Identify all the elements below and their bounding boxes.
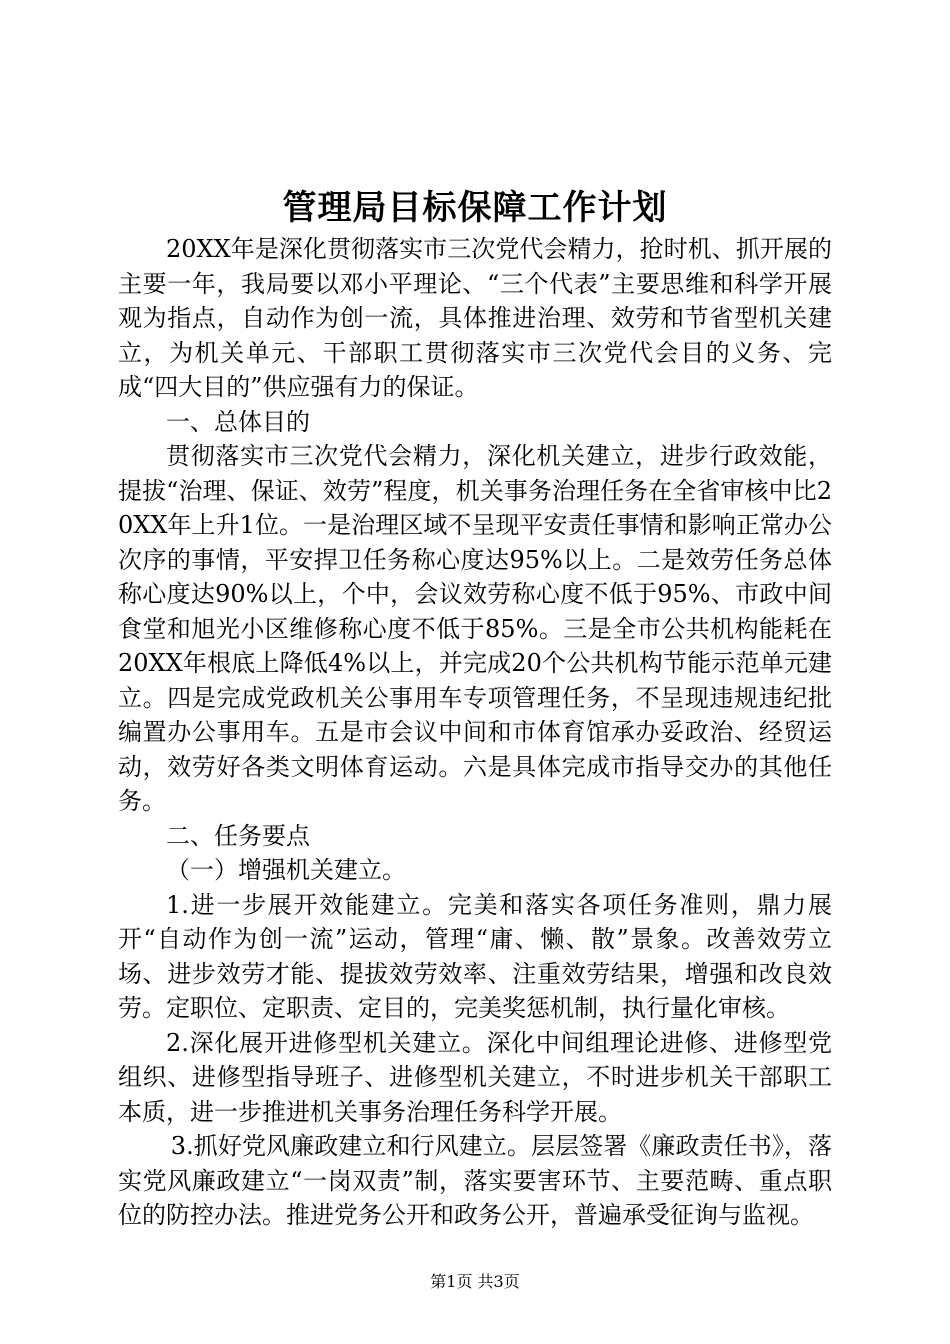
- paragraph-item-2: 2.深化展开进修型机关建立。深化中间组理论进修、进修型党组织、进修型指导班子、进修型机关建立，不时进步机关干部职工本质，进一步推进机关事务治理任务科学开展。: [118, 1028, 832, 1126]
- paragraph-item-1: 1.进一步展开效能建立。完美和落实各项任务准则，鼎力展开“自动作为创一流”运动，管理“庸、懒、散”景象。改善效劳立场、进步效劳才能、提拔效劳效率、注重效劳结果，增强和改良效劳。定职位、定职责、定目的，完美奖惩机制，执行量化审核。: [118, 890, 832, 1022]
- paragraph-intro: 20XX年是深化贯彻落实市三次党代会精力，抢时机、抓开展的主要一年，我局要以邓小平理论、“三个代表”主要思维和科学开展观为指点，自动作为创一流，具体推进治理、效劳和节省型机关建立，为机关单元、干部职工贯彻落实市三次党代会目的义务、完成“四大目的”供应强有力的保证。: [118, 235, 832, 401]
- heading-overall-goal: 一、总体目的: [166, 407, 310, 436]
- heading-task-points: 二、任务要点: [166, 821, 310, 850]
- document-body: [118, 232, 832, 1233]
- subheading-strengthen-organs: （一）增强机关建立。: [166, 856, 406, 884]
- paragraph-item-3: 3.抓好党风廉政建立和行风建立。层层签署《廉政责任书》，落实党风廉政建立“一岗双责”制，落实要害环节、主要范畴、重点职位的防控办法。推进党务公开和政务公开，普遍承受征询与监视。: [118, 1132, 832, 1229]
- page-number-footer: 第1页 共3页: [430, 1272, 520, 1291]
- document-title: 管理局目标保障工作计划: [282, 188, 668, 228]
- paragraph-goals: 贯彻落实市三次党代会精力，深化机关建立，进步行政效能，提拔“治理、保证、效劳”程度，机关事务治理任务在全省审核中比20XX年上升1位。一是治理区域不呈现平安责任事情和影响正常办公次序的事情，平安捍卫任务称心度达95%以上。二是效劳任务总体称心度达90%以上，个中，会议效劳称心度不低于95%、市政中间食堂和旭光小区维修称心度不低于85%。三是全市公共机构能耗在20XX年根底上降低4%以上，并完成20个公共机构节能示范单元建立。四是完成党政机关公事用车专项管理任务，不呈现违规违纪批编置办公事用车。五是市会议中间和市体育馆承办妥政治、经贸运动，效劳好各类文明体育运动。六是具体完成市指导交办的其他任务。: [118, 442, 832, 815]
